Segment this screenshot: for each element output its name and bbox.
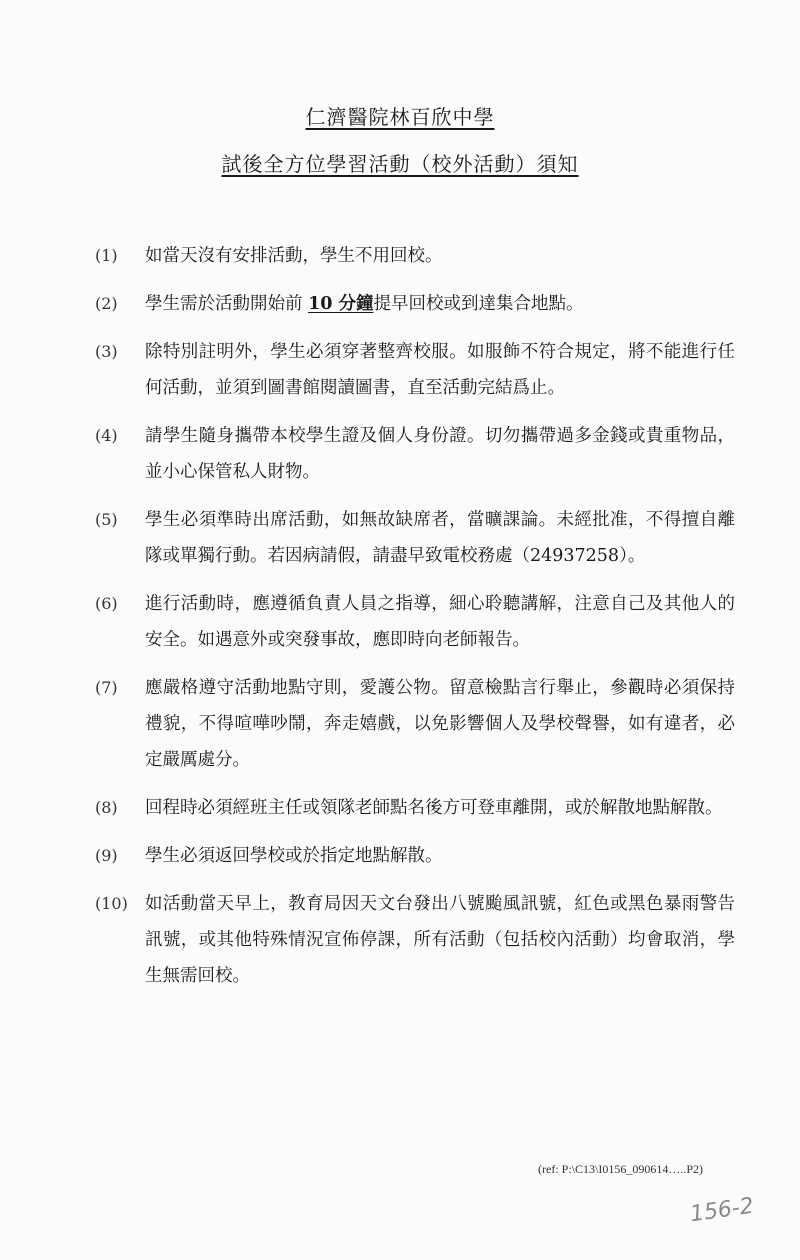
school-name-title: 仁濟醫院林百欣中學 [305,105,495,129]
item-number: (8) [95,798,118,817]
notice-subtitle: 試後全方位學習活動（校外活動）須知 [221,152,579,176]
list-item [95,334,735,406]
item-number: (3) [95,342,118,361]
item-text: 學生必須準時出席活動，如無故缺席者，當曠課論。未經批准，不得擅自離隊或單獨行動。若因病請假，請盡早致電校務處（24937258）。 [145,510,735,566]
list-item [95,790,735,826]
list-item [95,238,735,274]
item-number: (7) [95,678,118,697]
item-text: 除特別註明外，學生必須穿著整齊校服。如服飾不符合規定，將不能進行任何活動，並須到圖書館閱讀圖書，直至活動完結爲止。 [145,342,735,398]
item-text: 學生需於活動開始前 10 分鐘提早回校或到達集合地點。 [145,294,584,314]
emphasis-text: 10 分鐘 [308,294,374,314]
item-number: (10) [95,894,128,913]
item-number: (1) [95,246,118,265]
item-text: 學生必須返回學校或於指定地點解散。 [145,846,443,866]
item-text: 如活動當天早上，教育局因天文台發出八號颱風訊號，紅色或黑色暴雨警告訊號，或其他特殊情況宣佈停課，所有活動（包括校內活動）均會取消，學生無需回校。 [145,894,735,986]
rules-list [95,238,735,1006]
list-item [95,838,735,874]
reference-code: (ref: P:\C13\I0156_090614…..P2) [538,1162,703,1176]
item-number: (2) [95,294,118,313]
item-text: 回程時必須經班主任或領隊老師點名後方可登車離開，或於解散地點解散。 [145,798,723,818]
item-text: 如當天沒有安排活動，學生不用回校。 [145,246,443,266]
item-number: (9) [95,846,118,865]
list-item [95,670,735,778]
list-item [95,418,735,490]
item-number: (4) [95,426,118,445]
item-text: 請學生隨身攜帶本校學生證及個人身份證。切勿攜帶過多金錢或貴重物品，並小心保管私人財物。 [145,426,735,482]
item-text: 應嚴格遵守活動地點守則，愛護公物。留意檢點言行舉止，參觀時必須保持禮貌，不得喧嘩吵鬧，奔走嬉戲，以免影響個人及學校聲譽，如有違者，必定嚴厲處分。 [145,678,735,770]
list-item [95,286,735,322]
item-number: (6) [95,594,118,613]
list-item [95,502,735,574]
handwritten-note: 156-2 [688,1193,756,1228]
list-item [95,586,735,658]
item-number: (5) [95,510,118,529]
list-item [95,886,735,994]
item-text: 進行活動時，應遵循負責人員之指導，細心聆聽講解，注意自己及其他人的安全。如遇意外或突發事故，應即時向老師報告。 [145,594,735,650]
